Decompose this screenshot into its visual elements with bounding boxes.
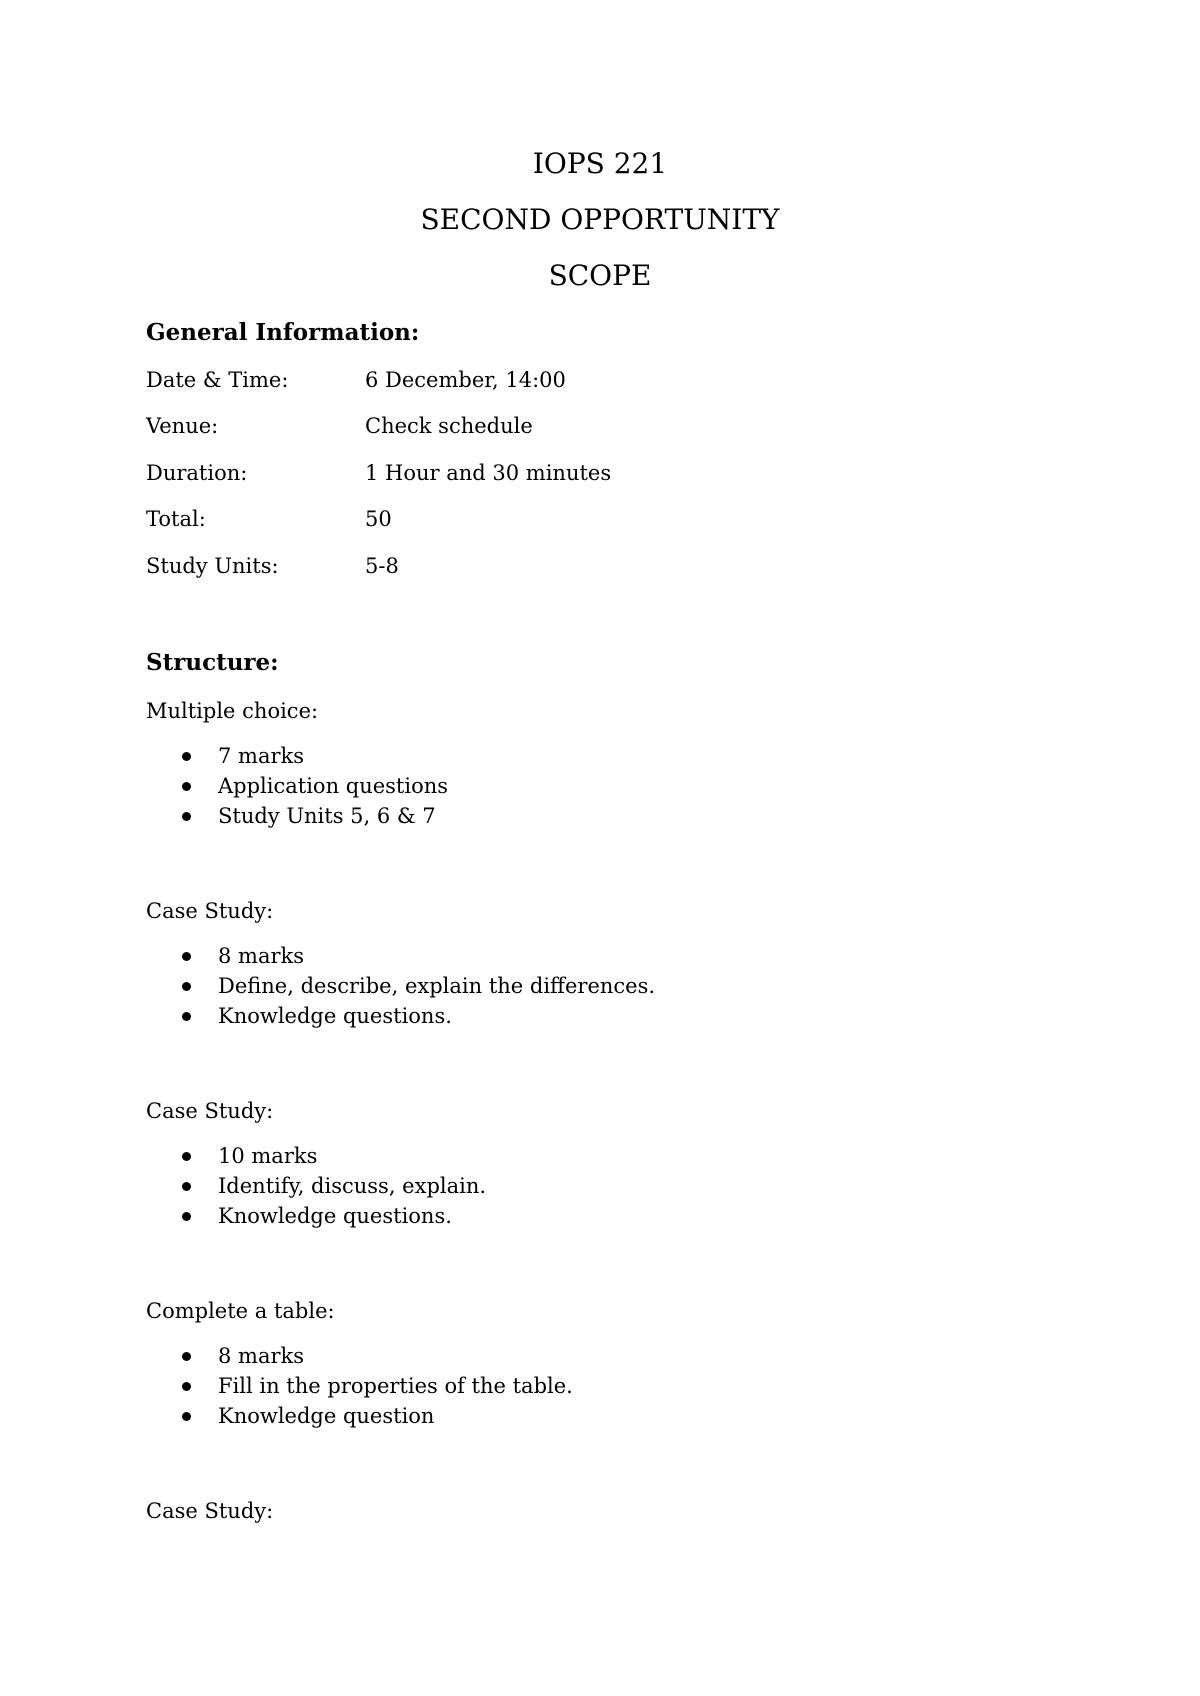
subtitle: SECOND OPPORTUNITY xyxy=(420,203,780,236)
list-item-text: 7 marks xyxy=(218,744,305,768)
info-value: 1 Hour and 30 minutes xyxy=(365,461,612,485)
info-value: 5-8 xyxy=(365,554,399,578)
list-item xyxy=(182,971,655,1001)
bullet-icon xyxy=(182,1012,191,1021)
bullet-icon xyxy=(182,782,191,791)
section-label-case-study-3: Case Study: xyxy=(146,1499,274,1523)
bullet-icon xyxy=(182,752,191,761)
list-item xyxy=(182,1401,573,1431)
list-item-text: 10 marks xyxy=(218,1144,318,1168)
info-label: Venue: xyxy=(146,414,219,438)
bullet-icon xyxy=(182,952,191,961)
info-label: Date & Time: xyxy=(146,368,289,392)
list-item xyxy=(182,941,655,971)
list-item-text: 8 marks xyxy=(218,944,305,968)
list-item xyxy=(182,801,448,831)
info-row-duration xyxy=(146,461,611,485)
list-item-text: Fill in the properties of the table. xyxy=(218,1374,573,1398)
course-code-title: IOPS 221 xyxy=(532,147,668,180)
general-information-heading: General Information: xyxy=(146,319,420,346)
info-value: 50 xyxy=(365,507,392,531)
list-item xyxy=(182,1001,655,1031)
bullet-icon xyxy=(182,1152,191,1161)
bullet-icon xyxy=(182,1352,191,1361)
case-study-2-list xyxy=(182,1141,486,1231)
info-label: Study Units: xyxy=(146,554,279,578)
list-item xyxy=(182,741,448,771)
list-item xyxy=(182,771,448,801)
section-label-case-study-2: Case Study: xyxy=(146,1099,274,1123)
list-item xyxy=(182,1201,486,1231)
section-label-case-study-1: Case Study: xyxy=(146,899,274,923)
bullet-icon xyxy=(182,1212,191,1221)
list-item-text: Knowledge question xyxy=(218,1404,435,1428)
list-item xyxy=(182,1141,486,1171)
info-row-study-units xyxy=(146,554,399,578)
multiple-choice-list xyxy=(182,741,448,831)
bullet-icon xyxy=(182,1182,191,1191)
list-item xyxy=(182,1371,573,1401)
structure-heading: Structure: xyxy=(146,649,279,676)
bullet-icon xyxy=(182,1412,191,1421)
bullet-icon xyxy=(182,982,191,991)
list-item-text: Define, describe, explain the differences. xyxy=(218,974,656,998)
complete-table-list xyxy=(182,1341,573,1431)
info-value: Check schedule xyxy=(365,414,533,438)
info-row-date-time xyxy=(146,368,566,392)
info-label: Duration: xyxy=(146,461,248,485)
list-item xyxy=(182,1171,486,1201)
list-item-text: 8 marks xyxy=(218,1344,305,1368)
list-item-text: Knowledge questions. xyxy=(218,1204,452,1228)
info-row-venue xyxy=(146,414,533,438)
doc-type-title: SCOPE xyxy=(548,259,652,292)
bullet-icon xyxy=(182,1382,191,1391)
section-label-multiple-choice: Multiple choice: xyxy=(146,699,319,723)
info-row-total xyxy=(146,507,392,531)
list-item-text: Identify, discuss, explain. xyxy=(218,1174,487,1198)
section-label-complete-table: Complete a table: xyxy=(146,1299,335,1323)
list-item xyxy=(182,1341,573,1371)
info-label: Total: xyxy=(146,507,206,531)
list-item-text: Knowledge questions. xyxy=(218,1004,452,1028)
bullet-icon xyxy=(182,812,191,821)
list-item-text: Study Units 5, 6 & 7 xyxy=(218,804,436,828)
case-study-1-list xyxy=(182,941,655,1031)
list-item-text: Application questions xyxy=(218,774,449,798)
info-value: 6 December, 14:00 xyxy=(365,368,566,392)
